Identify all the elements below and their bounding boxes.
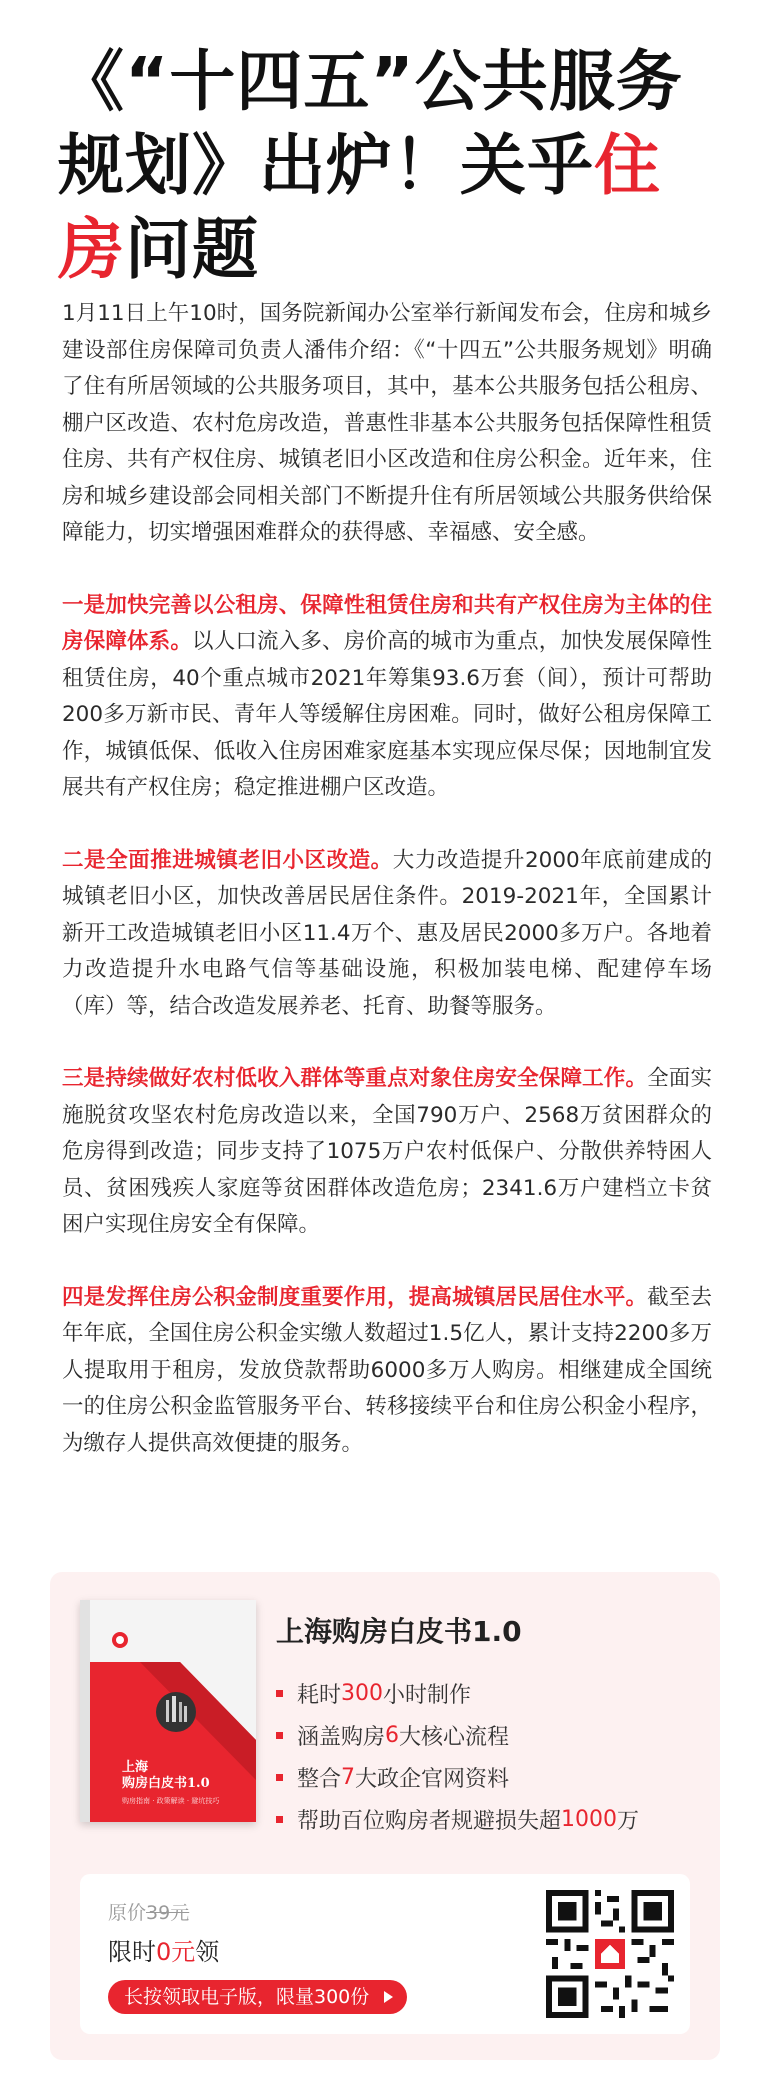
feature-item	[276, 1714, 706, 1756]
point-paragraph-2	[62, 843, 712, 1026]
book-cover-image	[80, 1600, 256, 1822]
article-body	[62, 296, 712, 1498]
feature-list	[276, 1672, 706, 1840]
point-body: 大力改造提升2000年底前建成的城镇老旧小区，加快改善居民居住条件。2019-2021年，全国累计新开工改造城镇老旧小区11.4万个、惠及居民2000多万户。各地着力改造提升水电路气信等基础设施，积极加装电梯、配建停车场（库）等，结合改造发展养老、托育、助餐等服务。	[62, 847, 712, 1019]
feature-text: 整合	[297, 1766, 342, 1792]
feature-number: 1000	[561, 1806, 618, 1832]
feature-text: 小时制作	[383, 1682, 472, 1708]
point-paragraph-3	[62, 1061, 712, 1244]
qr-code-icon[interactable]	[546, 1890, 674, 2018]
feature-text: 耗时	[297, 1682, 342, 1708]
point-lead: 二是全面推进城镇老旧小区改造。	[62, 847, 393, 873]
bullet-icon	[276, 1774, 283, 1781]
book-cover-title-line: 购房白皮书1.0	[122, 1776, 210, 1791]
feature-text: 大政企官网资料	[355, 1766, 510, 1792]
feature-item	[276, 1672, 706, 1714]
feature-number: 6	[385, 1722, 400, 1748]
promo-title: 上海购房白皮书1.0	[276, 1615, 522, 1648]
play-arrow-icon	[384, 1991, 393, 2003]
book-cover-title	[122, 1760, 210, 1792]
bullet-icon	[276, 1816, 283, 1823]
feature-item	[276, 1756, 706, 1798]
feature-text: 大核心流程	[399, 1724, 510, 1750]
feature-text: 帮助百位购房者规避损失超	[297, 1808, 562, 1834]
title-highlight: 住房	[58, 127, 661, 288]
title-text-end: 问题	[125, 211, 259, 288]
bullet-icon	[276, 1690, 283, 1697]
offer-price: 0元	[156, 1938, 196, 1966]
feature-text: 涵盖购房	[297, 1724, 386, 1750]
feature-number: 300	[341, 1680, 384, 1706]
article-title	[58, 40, 718, 292]
limited-offer	[108, 1932, 219, 1967]
point-lead: 三是持续做好农村低收入群体等重点对象住房安全保障工作。	[62, 1066, 648, 1091]
point-paragraph-1	[62, 588, 712, 807]
feature-item	[276, 1798, 706, 1840]
book-cover-title-line: 上海	[122, 1760, 149, 1775]
point-lead: 四是发挥住房公积金制度重要作用，提高城镇居民居住水平。	[62, 1284, 648, 1310]
limited-offer-suffix: 领	[195, 1938, 220, 1966]
point-lead: 一是加快完善以公租房、保障性租赁住房和共有产权住房为主体的住房保障体系。	[62, 592, 712, 654]
feature-text: 万	[617, 1808, 640, 1834]
claim-panel	[80, 1874, 690, 2034]
claim-button-label: 长按领取电子版，限量300份	[124, 1986, 370, 2008]
feature-number: 7	[341, 1764, 356, 1790]
point-body: 截至去年年底，全国住房公积金实缴人数超过1.5亿人，累计支持2200多万人提取用于租房，发放贷款帮助6000多万人购房。相继建成全国统一的住房公积金监管服务平台、转移接续平台和住房公积金小程序，为缴存人提供高效便捷的服务。	[62, 1284, 712, 1456]
point-body: 全面实施脱贫攻坚农村危房改造以来，全国790万户、2568万贫困群众的危房得到改造；同步支持了1075万户农村低保户、分散供养特困人员、贫困残疾人家庭等贫困群体改造危房；2341.6万户建档立卡贫困户实现住房安全有保障。	[62, 1066, 712, 1237]
book-cover-subtitle: 购房指南 · 政策解读 · 避坑技巧	[122, 1797, 220, 1805]
limited-offer-label: 限时	[108, 1938, 156, 1966]
intro-paragraph: 1月11日上午10时，国务院新闻办公室举行新闻发布会，住房和城乡建设部住房保障司负责人潘伟介绍：《“十四五”公共服务规划》明确了住有所居领域的公共服务项目，其中，基本公共服务包括公租房、棚户区改造、农村危房改造，普惠性非基本公共服务包括保障性租赁住房、共有产权住房、城镇老旧小区改造和住房公积金。近年来，住房和城乡建设部会同相关部门不断提升住有所居领域公共服务供给保障能力，切实增强困难群众的获得感、幸福感、安全感。	[62, 301, 712, 545]
original-price	[108, 1898, 189, 1925]
bullet-icon	[276, 1732, 283, 1739]
claim-button[interactable]	[108, 1980, 407, 2014]
original-price-label: 原价	[108, 1902, 147, 1924]
point-body: 以人口流入多、房价高的城市为重点，加快发展保障性租赁住房，40个重点城市2021年筹集93.6万套（间），预计可帮助200多万新市民、青年人等缓解住房困难。同时，做好公租房保障工作，城镇低保、低收入住房困难家庭基本实现应保尽保；因地制宜发展共有产权住房；稳定推进棚户区改造。	[62, 629, 712, 800]
title-text: 《“十四五”公共服务规划》出炉！关乎	[58, 43, 683, 204]
whitepaper-promo-card[interactable]	[50, 1572, 720, 2060]
original-price-value: 39元	[146, 1902, 190, 1924]
point-paragraph-4	[62, 1280, 712, 1463]
